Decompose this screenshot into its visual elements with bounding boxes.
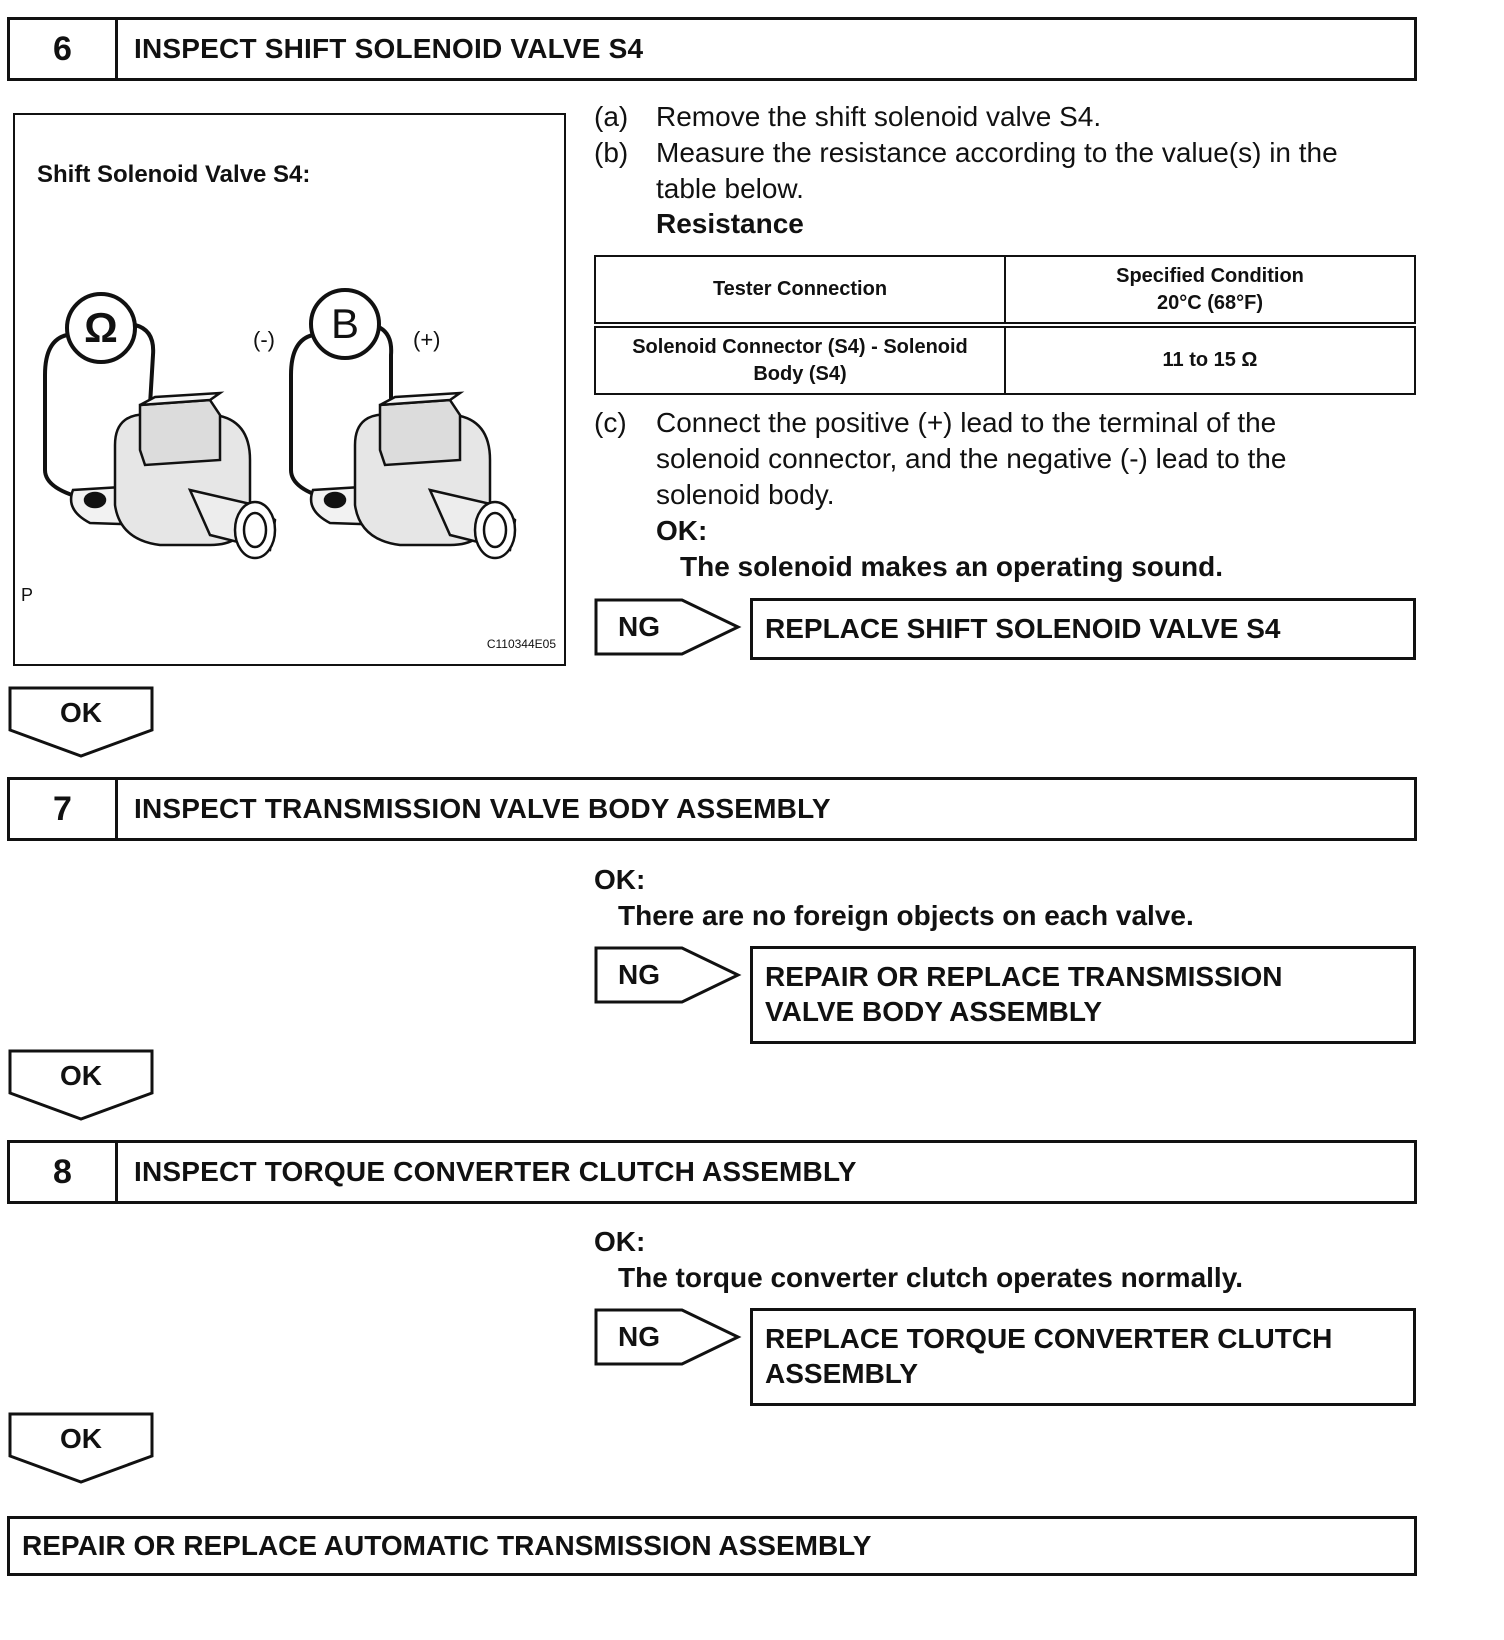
step-number: 6 xyxy=(10,20,118,78)
step-number: 7 xyxy=(10,780,118,838)
ng-label: NG xyxy=(618,1321,660,1352)
table-cell: 11 to 15 Ω xyxy=(1005,325,1415,394)
ok-arrow-label: OK xyxy=(60,1423,102,1454)
figure-code: C110344E05 xyxy=(486,637,556,651)
ohm-symbol: Ω xyxy=(84,304,118,351)
ok-label: OK: xyxy=(594,864,646,895)
ok-condition: The solenoid makes an operating sound. xyxy=(680,551,1223,582)
ohmmeter-lead-left xyxy=(45,335,90,500)
instruction-text: solenoid connector, and the negative (-) lead to the xyxy=(656,443,1287,474)
solenoid-valve-left xyxy=(71,393,275,558)
table-header-cell: Tester Connection xyxy=(595,256,1005,325)
ng-action-line: ASSEMBLY xyxy=(765,1358,919,1389)
ok-arrow-label: OK xyxy=(60,697,102,728)
table-row xyxy=(595,325,1415,394)
instruction-text: Connect the positive (+) lead to the terminal of the xyxy=(656,407,1277,438)
ng-action-box xyxy=(750,946,1416,1044)
ok-condition: The torque converter clutch operates normally. xyxy=(618,1262,1243,1293)
final-action-box: REPAIR OR REPLACE AUTOMATIC TRANSMISSION ASSEMBLY xyxy=(7,1516,1417,1576)
step-number: 8 xyxy=(10,1143,118,1201)
instruction-b xyxy=(594,135,1414,207)
ng-action-box: REPLACE SHIFT SOLENOID VALVE S4 xyxy=(750,598,1416,660)
ok-arrow-tag xyxy=(8,686,154,758)
instruction-label: (a) xyxy=(594,101,629,132)
ok-label: OK: xyxy=(656,515,708,546)
ng-label: NG xyxy=(618,611,660,642)
figure-caption: Shift Solenoid Valve S4: xyxy=(37,161,311,188)
table-header-cell: Specified Condition 20°C (68°F) xyxy=(1005,256,1415,325)
solenoid-illustration xyxy=(15,115,564,664)
ok-condition: There are no foreign objects on each valve. xyxy=(618,900,1194,931)
instruction-text: Measure the resistance according to the value(s) in the xyxy=(656,137,1338,168)
instruction-a xyxy=(594,99,1414,135)
resistance-table xyxy=(594,255,1416,395)
resistance-heading: Resistance xyxy=(656,208,804,239)
instruction-label: (b) xyxy=(594,137,629,168)
ok-arrow-tag xyxy=(8,1049,154,1121)
ng-action-box xyxy=(750,1308,1416,1406)
negative-lead-label: (-) xyxy=(253,327,275,352)
step-8-header xyxy=(7,1140,1417,1204)
instruction-text: solenoid body. xyxy=(656,479,835,510)
ng-arrow-tag xyxy=(594,946,742,1004)
ok-label: OK: xyxy=(594,1226,646,1257)
solenoid-figure xyxy=(13,113,566,666)
figure-corner-letter: P xyxy=(21,585,34,605)
step-title: INSPECT SHIFT SOLENOID VALVE S4 xyxy=(134,33,644,64)
instruction-text: table below. xyxy=(656,173,804,204)
ng-action-line: REPLACE TORQUE CONVERTER CLUTCH xyxy=(765,1323,1333,1354)
ng-arrow-tag xyxy=(594,598,742,656)
instruction-text: Remove the shift solenoid valve S4. xyxy=(656,101,1102,132)
ng-arrow-tag xyxy=(594,1308,742,1366)
ok-arrow-label: OK xyxy=(60,1060,102,1091)
positive-lead-label: (+) xyxy=(413,327,441,352)
solenoid-valve-right xyxy=(311,393,515,558)
ok-arrow-tag xyxy=(8,1412,154,1484)
step-title: INSPECT TRANSMISSION VALVE BODY ASSEMBLY xyxy=(134,793,831,824)
table-cell: Solenoid Connector (S4) - Solenoid Body (S4) xyxy=(595,325,1005,394)
step-7-header xyxy=(7,777,1417,841)
instruction-label: (c) xyxy=(594,407,627,438)
battery-symbol: B xyxy=(330,300,359,347)
ohmmeter-lead-right xyxy=(135,325,153,405)
ng-label: NG xyxy=(618,959,660,990)
ng-action-line: REPAIR OR REPLACE TRANSMISSION xyxy=(765,961,1283,992)
step-6-header xyxy=(7,17,1417,81)
ng-action-line: VALVE BODY ASSEMBLY xyxy=(765,996,1103,1027)
step-title: INSPECT TORQUE CONVERTER CLUTCH ASSEMBLY xyxy=(134,1156,857,1187)
instruction-c xyxy=(594,405,1414,513)
table-header-row xyxy=(595,256,1415,325)
